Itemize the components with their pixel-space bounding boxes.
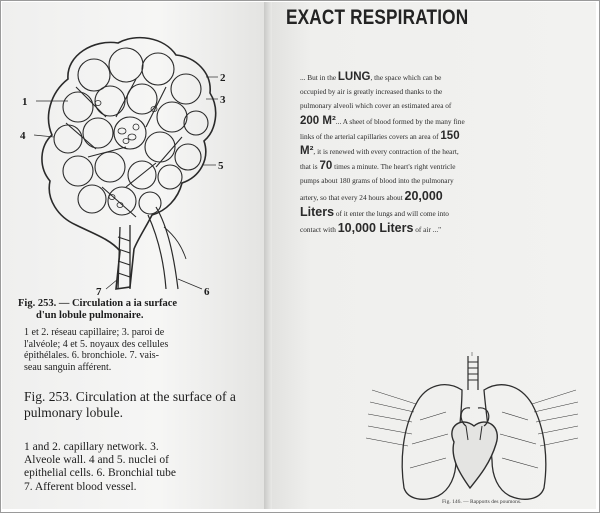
heart-lungs-illustration xyxy=(350,350,598,510)
legend-line: épithélales. 6. bronchiole. 7. vais- xyxy=(24,350,159,362)
quote-text: ... A sheet of blood formed by the many fine links of the arterial capillaries covers an area of xyxy=(300,116,465,141)
figure-caption-english: Fig. 253. Circulation at the surface of a pulmonary lobule. xyxy=(24,389,236,420)
quote-text: times a minute. The heart's right ventricle pumps about 180 grams of blood into the pulmonary artery, so that every 24 hours about xyxy=(300,162,456,202)
quote-text: ... But in the xyxy=(300,73,338,82)
quote-emphasis: 10,000 Liters xyxy=(337,221,414,236)
legend-line: Alveole wall. 4 and 5. nuclei of xyxy=(24,454,169,467)
caption-line: d'un lobule pulmonaire. xyxy=(36,310,144,321)
caption-line: Fig. 253. — Circulation a ia surface xyxy=(18,298,178,309)
figure-legend-french xyxy=(24,327,256,373)
quote-emphasis: 70 xyxy=(319,160,333,173)
quote-emphasis: 150 M² xyxy=(300,129,460,158)
diagram-label: 5 xyxy=(218,160,224,172)
legend-line: epithelial cells. 6. Bronchial tube xyxy=(24,467,177,480)
book-gutter xyxy=(264,2,272,509)
diagram-label: 2 xyxy=(220,72,226,84)
diagram-label: 4 xyxy=(20,130,26,142)
quote-text: of it enter the lungs and will come into contact with xyxy=(300,208,449,235)
legend-line: 7. Afferent blood vessel. xyxy=(24,480,137,493)
legend-line: 1 et 2. réseau capillaire; 3. paroi de xyxy=(24,327,165,338)
quote-text: of air ..." xyxy=(413,225,442,235)
legend-line: 1 and 2. capillary network. 3. xyxy=(24,441,159,453)
quote-paragraph xyxy=(300,70,466,237)
diagram-label: 3 xyxy=(220,94,226,106)
figure-legend-english xyxy=(24,441,258,494)
pulmonary-lobule-illustration xyxy=(6,27,251,302)
quote-emphasis: 20,000 Liters xyxy=(300,188,443,219)
right-book-page xyxy=(272,2,596,509)
quote-text: , it is renewed with every contraction of the heart, that is xyxy=(300,147,459,172)
left-book-page xyxy=(2,2,264,509)
diagram-label: 7 xyxy=(96,286,102,298)
quote-emphasis: LUNG xyxy=(337,71,371,83)
diagram-label: 6 xyxy=(204,286,210,298)
legend-line: seau sanguin afférent. xyxy=(24,361,112,373)
diagram-label: 1 xyxy=(22,96,28,108)
quote-emphasis: 200 M² xyxy=(300,114,336,127)
legend-line: l'alvéole; 4 et 5. noyaux des cellules xyxy=(24,338,169,350)
figure-caption: Fig. 146. — Rapports des poumons. xyxy=(442,499,522,505)
figure-caption-french xyxy=(18,298,254,322)
page-headline: EXACT RESPIRATION xyxy=(286,6,469,29)
quote-text: , the space which can be occupied by air is greatly increased thanks to the pulmonary alveoli which cover an estimated area of xyxy=(300,73,452,111)
